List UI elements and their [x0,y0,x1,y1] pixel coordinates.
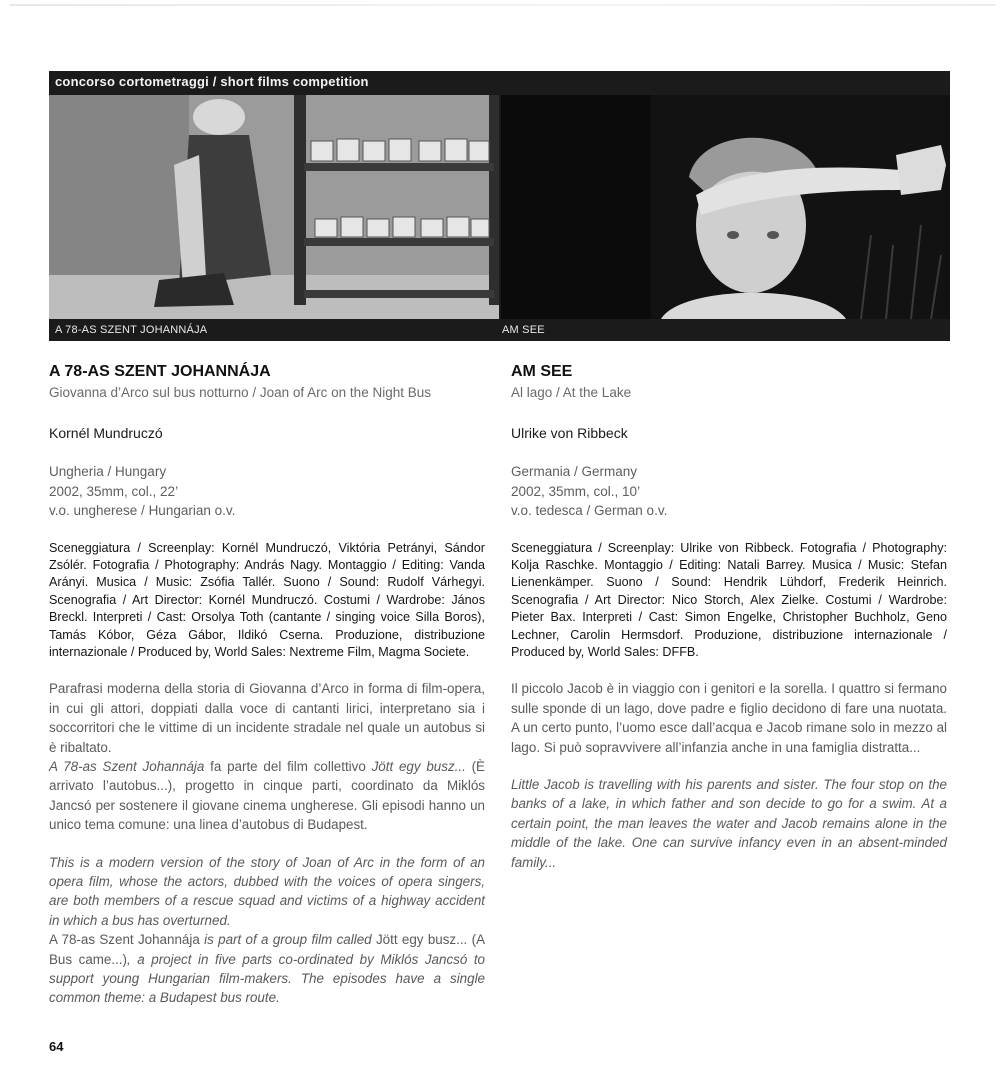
synopsis-english-p1: Little Jacob is travelling with his parents and sister. The four stop on the banks of a lake, in which father and son decide to go for a swim. At a certain point, the man leaves the water and Jacob remains alone in the middle of the lake. One can survive infancy even in an absent-minded family... [511,776,947,870]
film-version: v.o. tedesca / German o.v. [511,503,668,518]
film-title-ref: A 78-as Szent Johannája [49,758,205,774]
synopsis-italian-p1: Parafrasi moderna della storia di Giovanna d’Arco in forma di film-opera, in cui gli attori, doppiati dalla voce di cantanti lirici, interpretano sia i soccorritori che le vittime di un incidente stradale nel quale un autobus si è ribaltato. [49,681,485,755]
page-number: 64 [49,1039,64,1054]
caption-right: AM SEE [502,324,545,336]
still-woman-shelves [49,95,499,319]
synopsis-italian [511,679,947,757]
synopsis-english-p1: This is a modern version of the story of Joan of Arc in the form of an opera film, whose the actors, dubbed with the voices of opera singers, are both members of a rescue squad and victims of a highway accident in which a bus has overturned. [49,854,485,928]
film-country: Germania / Germany [511,464,638,479]
film-director: Kornél Mundruczó [49,425,163,441]
synopsis-english [511,775,947,872]
film-credits: Sceneggiatura / Screenplay: Ulrike von Ribbeck. Fotografia / Photography: Kolja Raschke. Montaggio / Editing: Natali Barrey. Musica / Music: Stefan Lienenkämper. Suono / Sound: Hendrik Lühdorf, Frederik Heinrich. Scenografia / Art Director: Nico Storch, Alex Zielke. Costumi / Wardrobe: Pieter Bax. Interpreti / Cast: Simon Engelke, Christopher Buchholz, Geno Lechner, Carolin Hermsdorf. Produzione, distribuzione internazionale / Produced by, World Sales: DFFB. [511,540,947,659]
film-subtitle: Giovanna d’Arco sul bus notturno / Joan of Arc on the Night Bus [49,385,431,400]
text-run: , a project in five parts co-ordinated by Miklós Jancsó to support young Hungarian film-makers. The episodes have a single common theme: a Budapest bus route. [49,951,485,1006]
film-country: Ungheria / Hungary [49,464,167,479]
film-still-left [49,95,499,319]
section-title: concorso cortometraggi / short films competition [55,74,369,89]
film-info [49,462,485,521]
film-director: Ulrike von Ribbeck [511,425,628,441]
film-version: v.o. ungherese / Hungarian o.v. [49,503,236,518]
collective-film-ref: Jött egy busz... (A Bus came...) [49,932,485,967]
film-info [511,462,947,521]
film-title-ref: A 78-as Szent Johannája [49,932,200,948]
film-credits: Sceneggiatura / Screenplay: Kornél Mundruczó, Viktória Petrányi, Sándor Zsólér. Fotografia / Photography: András Nagy. Montaggio / Editing: Vanda Arányi. Musica / Music: Zsófia Tallér. Suono / Sound: Rudolf Várhegyi. Scenografia / Art Director: Kornél Mundruczó. Costumi / Wardrobe: János Breckl. Interpreti / Cast: Orsolya Toth (cantante / singing voice Silla Boros), Tamás Kóbor, Géza Gábor, Ildikó Cserna. Produzione, distribuzione internazionale / Produced by, World Sales: Nextreme Film, Magma Societe. [49,540,485,659]
still-boy-arm [501,95,950,319]
collective-film-ref: Jött egy busz... [371,758,466,774]
film-still-right [501,95,950,319]
text-run: is part of a group film called [199,932,376,948]
film-entry-left [49,361,485,1008]
synopsis-italian-p2 [49,757,485,835]
text-run: (È arrivato l’autobus...), progetto in cinque parti, coordinato da Miklós Jancsó per sostenere il giovane cinema ungherese. Gli episodi hanno un unico tema comune: una linea d’autobus di Budapest. [49,758,485,833]
caption-left: A 78-AS SZENT JOHANNÁJA [55,324,208,336]
photo-band [49,71,950,341]
film-title: A 78-AS SZENT JOHANNÁJA [49,363,271,380]
synopsis-italian-p1: Il piccolo Jacob è in viaggio con i genitori e la sorella. I quattro si fermano sulle sponde di un lago, dove padre e figlio decidono di fare una nuotata. A un certo punto, l’uomo esce dall’acqua e Jacob rimane solo in mezzo al lago. Si può sopravvivere all’infanzia anche in una famiglia distratta... [511,681,947,755]
synopsis-english [49,853,485,1008]
film-title: AM SEE [511,363,573,380]
film-specs: 2002, 35mm, col., 22’ [49,483,179,499]
synopsis-english-p2 [49,930,485,1008]
film-subtitle: Al lago / At the Lake [511,385,632,400]
top-rule [10,4,996,6]
text-run: fa parte del film collettivo [204,758,372,774]
film-specs: 2002, 35mm, col., 10’ [511,483,641,499]
film-entry-right [511,361,947,872]
synopsis-italian [49,679,485,834]
